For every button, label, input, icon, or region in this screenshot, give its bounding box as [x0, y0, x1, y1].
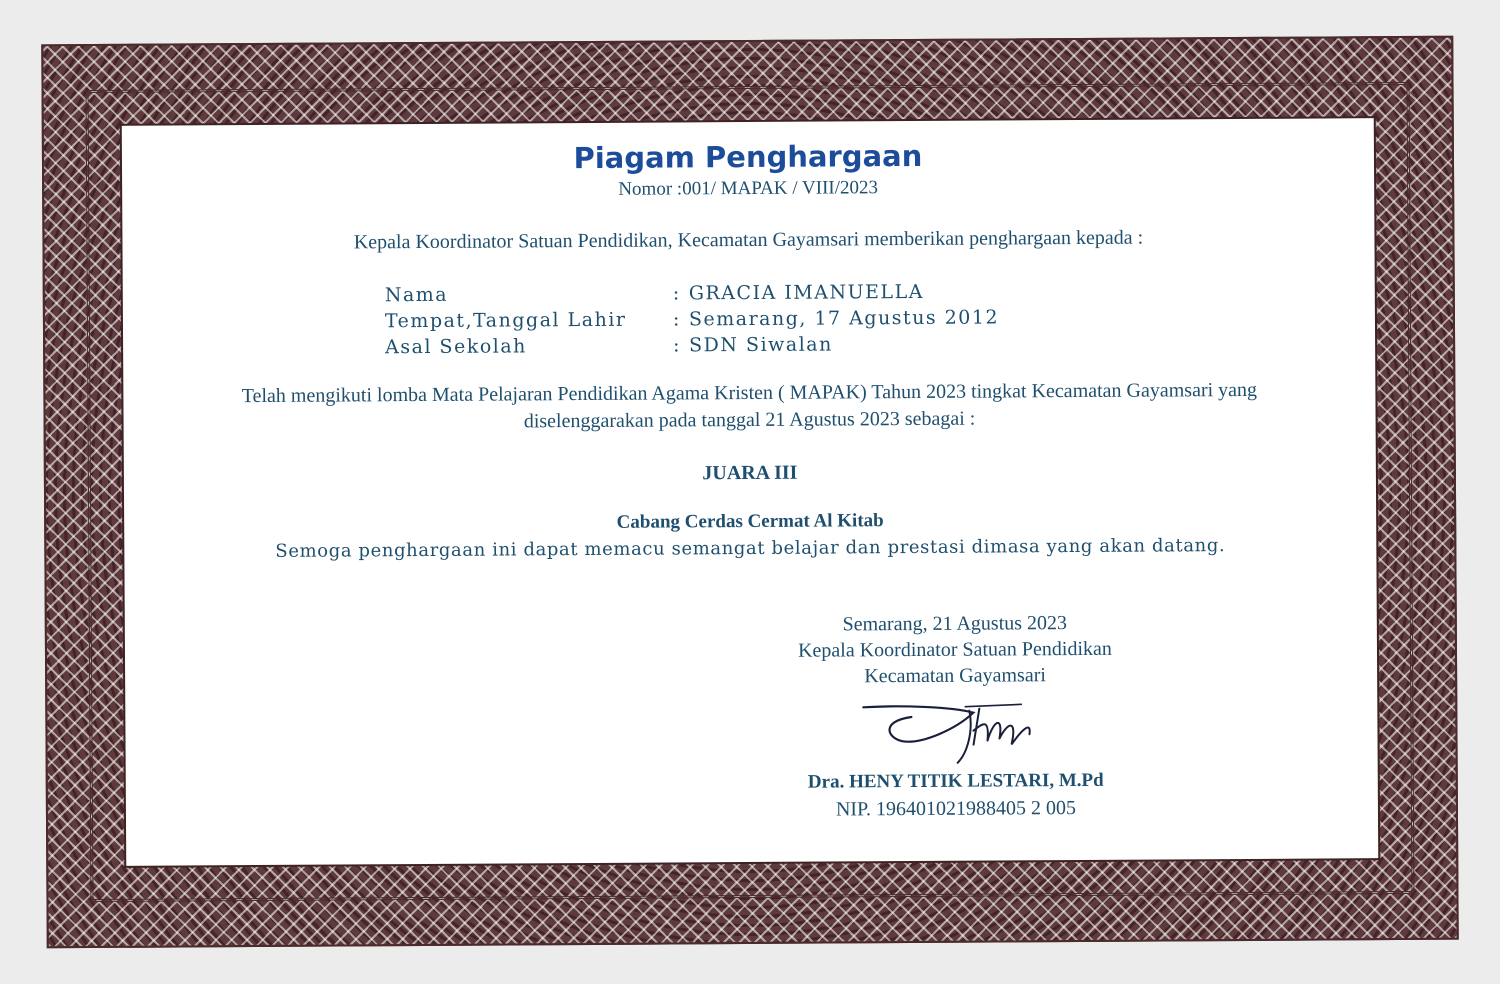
field-row-school	[385, 333, 833, 358]
intro-text: Kepala Koordinator Satuan Pendidikan, Kecamatan Gayamsari memberikan penghargaan kepada :	[353, 226, 1144, 254]
field-label: Asal Sekolah	[385, 335, 527, 359]
signatory-position-line-1: Kepala Koordinator Satuan Pendidikan	[797, 637, 1112, 662]
signatory-nip: NIP. 196401021988405 2 005	[835, 797, 1077, 821]
award-category: Cabang Cerdas Cermat Al Kitab	[616, 510, 884, 533]
body-text-line-1: Telah mengikuti lomba Mata Pelajaran Pendidikan Agama Kristen ( MAPAK) Tahun 2023 tingkat Kecamatan Gayamsari yang	[241, 378, 1258, 408]
signature-place-date: Semarang, 21 Agustus 2023	[842, 612, 1068, 636]
field-row-birth	[385, 306, 999, 332]
field-value: Semarang, 17 Agustus 2012	[688, 306, 1000, 331]
certificate-content	[122, 118, 1378, 866]
certificate-title: Piagam Penghargaan	[573, 138, 923, 176]
field-label: Nama	[384, 283, 449, 307]
field-separator: :	[672, 308, 681, 331]
signatory-name: Dra. HENY TITIK LESTARI, M.Pd	[807, 769, 1104, 793]
certificate-number: Nomor :001/ MAPAK / VIII/2023	[618, 177, 879, 200]
field-separator: :	[672, 282, 681, 305]
field-row-name	[385, 281, 924, 306]
handwritten-signature	[861, 700, 1051, 771]
field-value: GRACIA IMANUELLA	[688, 280, 925, 305]
field-separator: :	[673, 334, 682, 357]
award-rank: JUARA III	[702, 461, 798, 485]
field-value: SDN Siwalan	[689, 333, 833, 357]
signatory-position-line-2: Kecamatan Gayamsari	[864, 664, 1046, 688]
field-label: Tempat,Tanggal Lahir	[384, 308, 627, 333]
body-text-line-2: diselenggarakan pada tanggal 21 Agustus 2023 sebagai :	[523, 407, 976, 433]
closing-wish: Semoga penghargaan ini dapat memacu semangat belajar dan prestasi dimasa yang akan datang.	[275, 535, 1226, 562]
